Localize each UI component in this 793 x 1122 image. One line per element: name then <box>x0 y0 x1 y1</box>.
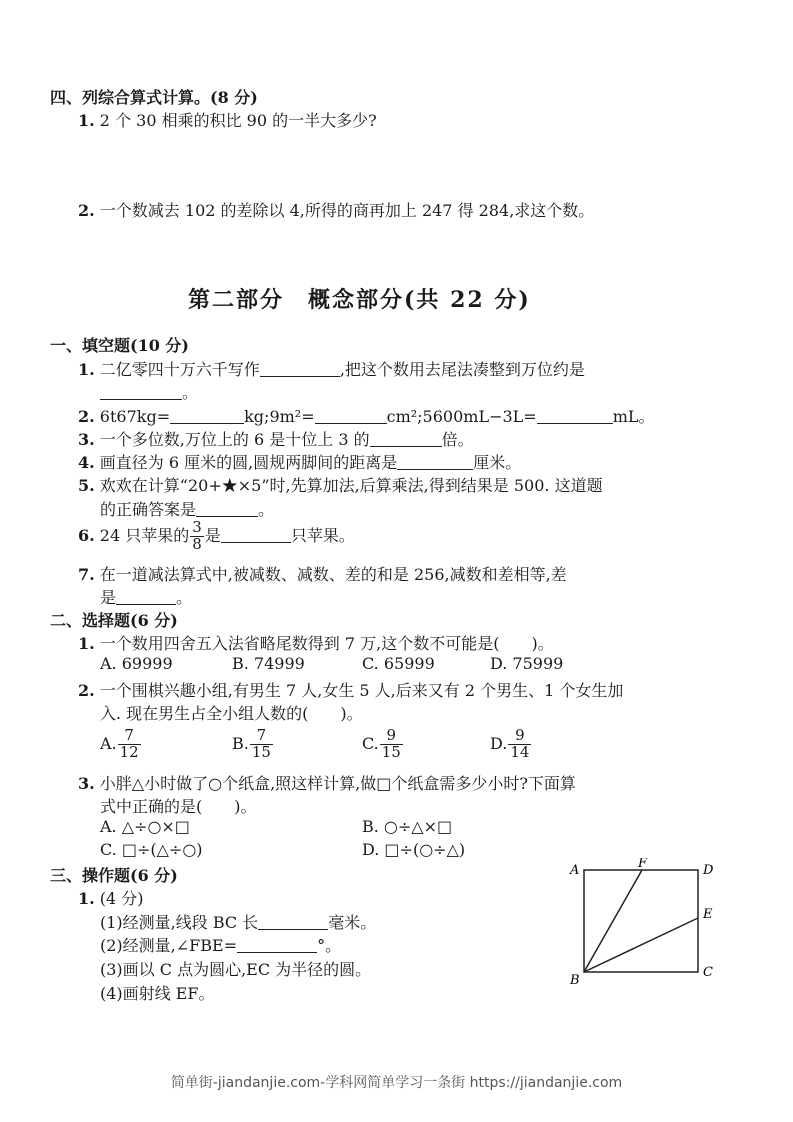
choice-q2-option-d[interactable]: D. $\frac{9}{14}$ <box>490 726 530 761</box>
op-q1: 1. (4 分) <box>78 889 144 908</box>
choice-q1-option-c[interactable]: C. 65999 <box>362 654 435 673</box>
fraction: $\frac{9}{14}$ <box>510 726 530 761</box>
fill-q6: 6. 24 只苹果的 $\frac{3}{8}$ 是 只苹果。 <box>78 518 355 553</box>
point-label-b: B <box>570 973 580 988</box>
point-label-f: F <box>638 858 648 871</box>
fill-q5-line1: 5. 欢欢在计算“20+★×5”时,先算加法,后算乘法,得到结果是 500. 这道题 <box>78 476 603 495</box>
question-4-2: 2. 一个数减去 102 的差除以 4,所得的商再加上 247 得 284,求这个数。 <box>78 201 595 220</box>
point-label-a: A <box>570 863 580 878</box>
fill-q5-line2: 的正确答案是 。 <box>100 500 275 519</box>
choice-q2-option-a[interactable]: A. $\frac{7}{12}$ <box>100 726 139 761</box>
answer-blank[interactable] <box>370 430 442 447</box>
choice-heading: 二、选择题(6 分) <box>50 611 178 630</box>
fill-q7-line1: 7. 在一道减法算式中,被减数、减数、差的和是 256,减数和差相等,差 <box>78 565 567 584</box>
choice-q1: 1. 一个数用四舍五入法省略尾数得到 7 万,这个数不可能是( )。 <box>78 634 554 653</box>
answer-blank[interactable] <box>237 936 317 953</box>
op-step-2: (2)经测量,∠FBE= °。 <box>100 936 342 955</box>
answer-blank[interactable] <box>170 407 244 424</box>
fill-heading: 一、填空题(10 分) <box>50 336 189 355</box>
question-4-1: 1. 2 个 30 相乘的积比 90 的一半大多少? <box>78 111 377 130</box>
op-step-1: (1)经测量,线段 BC 长 毫米。 <box>100 913 377 932</box>
fraction: $\frac{3}{8}$ <box>192 518 202 553</box>
choice-q2-line1: 2. 一个围棋兴趣小组,有男生 7 人,女生 5 人,后来又有 2 个男生、1 个女生加 <box>78 681 624 700</box>
fraction: $\frac{9}{15}$ <box>381 726 401 761</box>
point-label-d: D <box>703 863 714 878</box>
choice-q2-option-c[interactable]: C. $\frac{9}{15}$ <box>362 726 401 761</box>
fill-q3: 3. 一个多位数,万位上的 6 是十位上 3 的 倍。 <box>78 430 474 449</box>
geometry-figure <box>566 858 726 988</box>
op-step-4: (4)画射线 EF。 <box>100 984 215 1003</box>
op-heading: 三、操作题(6 分) <box>50 866 178 885</box>
choice-q3-option-c[interactable]: C. □÷(△÷○) <box>100 840 203 859</box>
answer-blank[interactable] <box>258 913 328 930</box>
choice-q2-option-b[interactable]: B. $\frac{7}{15}$ <box>232 726 271 761</box>
fill-q4: 4. 画直径为 6 厘米的圆,圆规两脚间的距离是 厘米。 <box>78 453 522 472</box>
choice-q1-option-b[interactable]: B. 74999 <box>232 654 305 673</box>
part-2-title: 第二部分 概念部分(共 22 分) <box>188 287 531 313</box>
answer-blank[interactable] <box>537 407 613 424</box>
segment-be <box>584 918 698 972</box>
fill-q1-line1: 1. 二亿零四十万六千写作 ,把这个数用去尾法凑整到万位约是 <box>78 360 585 379</box>
choice-q3-option-d[interactable]: D. □÷(○÷△) <box>362 840 466 859</box>
answer-blank[interactable] <box>221 526 291 543</box>
section-4-heading: 四、列综合算式计算。(8 分) <box>50 88 258 107</box>
fraction: $\frac{7}{15}$ <box>251 726 271 761</box>
square-abcd <box>584 870 698 972</box>
choice-q3-line2: 式中正确的是( )。 <box>100 797 257 816</box>
choice-q3-option-b[interactable]: B. ○÷△×□ <box>362 817 453 836</box>
answer-blank[interactable] <box>315 407 387 424</box>
choice-q2-line2: 入. 现在男生占全小组人数的( )。 <box>100 704 363 723</box>
op-step-3: (3)画以 C 点为圆心,EC 为半径的圆。 <box>100 960 372 979</box>
choice-q3-line1: 3. 小胖△小时做了○个纸盒,照这样计算,做□个纸盒需多少小时?下面算 <box>78 774 576 793</box>
choice-q3-option-a[interactable]: A. △÷○×□ <box>100 817 190 836</box>
choice-q1-option-d[interactable]: D. 75999 <box>490 654 564 673</box>
choice-q1-option-a[interactable]: A. 69999 <box>100 654 173 673</box>
point-label-e: E <box>703 907 713 922</box>
answer-blank[interactable] <box>260 360 340 377</box>
fill-q2: 2. 6t67kg= kg;9m²= cm²;5600mL−3L= mL。 <box>78 407 655 426</box>
fill-q1-line2: 。 <box>100 380 198 403</box>
square-figure <box>566 858 726 988</box>
answer-blank[interactable] <box>100 383 182 400</box>
answer-blank[interactable] <box>397 453 473 470</box>
page-footer: 简单街-jiandanjie.com-学科网简单学习一条街 https://jiandanjie.com <box>170 1075 623 1091</box>
answer-blank[interactable] <box>196 500 258 517</box>
point-label-c: C <box>703 965 713 980</box>
fraction: $\frac{7}{12}$ <box>119 726 139 761</box>
fill-q7-line2: 是 。 <box>100 588 193 607</box>
segment-bf <box>584 870 642 972</box>
answer-blank[interactable] <box>116 588 176 605</box>
